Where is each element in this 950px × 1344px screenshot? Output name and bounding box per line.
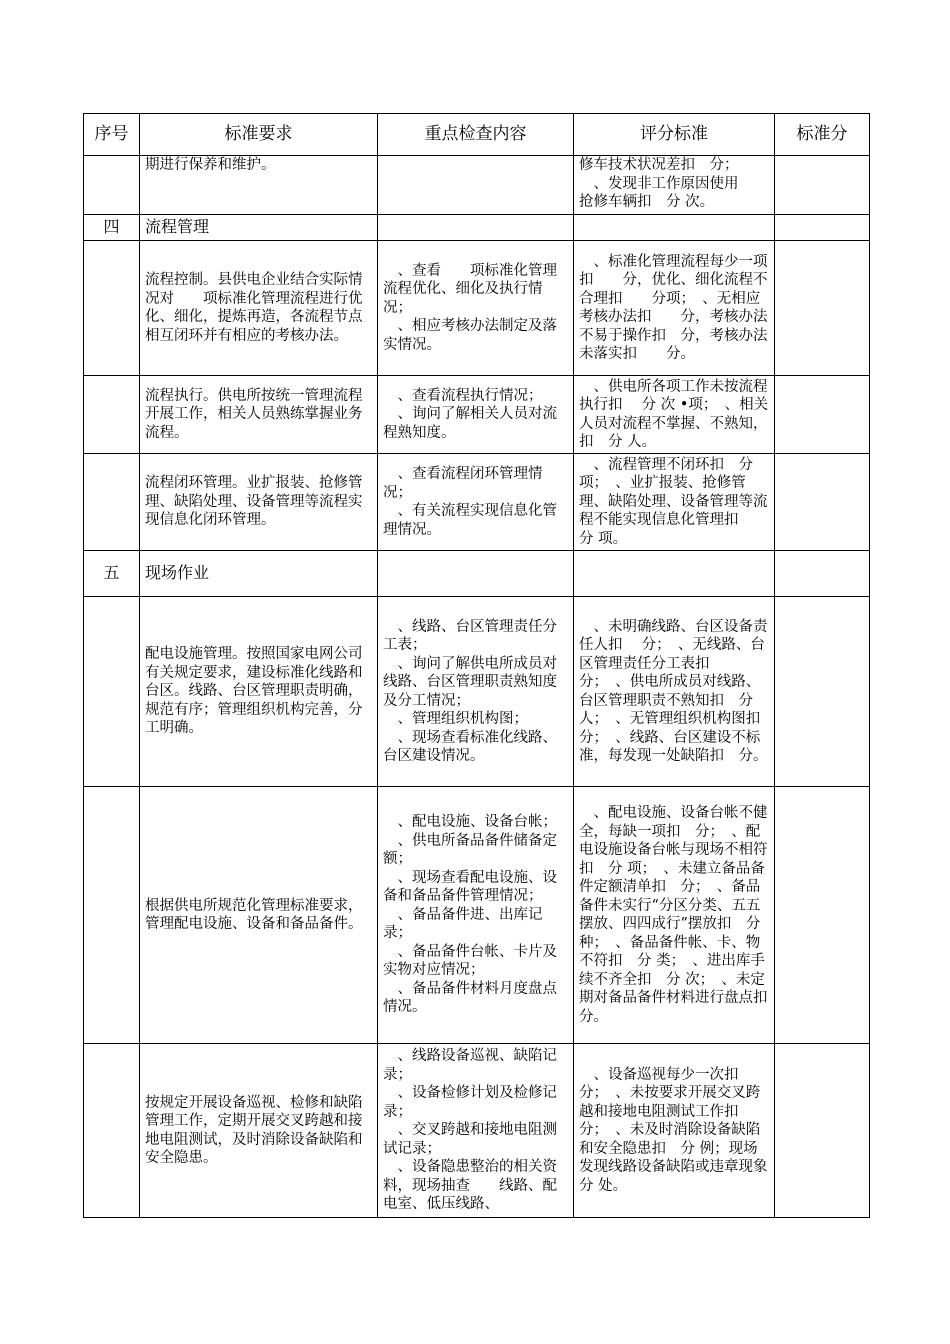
score-cell	[775, 551, 870, 597]
header-seq: 序号	[84, 114, 140, 156]
table-header-row	[84, 114, 870, 156]
requirement-cell: 配电设施管理。按照国家电网公司有关规定要求，建设标准化线路和台区。线路、台区管理职责明确，规范有序；管理组织机构完善，分工明确。	[140, 597, 378, 787]
score-cell	[775, 1044, 870, 1218]
seq-cell: 五	[84, 551, 140, 597]
header-inspection: 重点检查内容	[378, 114, 574, 156]
scoring-item: 、未明确线路、台区设备责任人扣 分； 、无线路、台区管理责任分工表扣 分； 、供电所成员对线路、台区管理职责不熟知扣 分 人； 、无管理组织机构图扣 分； 、线路、台区建设不标准，每发现一处缺陷扣 分。	[579, 618, 775, 764]
requirement-cell: 按规定开展设备巡视、检修和缺陷管理工作，定期开展交叉跨越和接地电阻测试，及时消除设备缺陷和安全隐患。	[140, 1044, 378, 1218]
table-row	[84, 376, 870, 454]
score-cell	[775, 787, 870, 1044]
inspection-item: 、设备检修计划及检修记录；	[383, 1085, 557, 1120]
inspection-item: 、询问了解供电所成员对线路、台区管理职责熟知度及分工情况；	[383, 655, 557, 709]
score-cell	[775, 376, 870, 454]
requirement-cell: 流程执行。供电所按统一管理流程开展工作，相关人员熟练掌握业务流程。	[140, 376, 378, 454]
seq-cell	[84, 597, 140, 787]
requirement-cell: 流程闭环管理。业扩报装、抢修管理、缺陷处理、设备管理等流程实现信息化闭环管理。	[140, 454, 378, 551]
inspection-item: 、现场查看标准化线路、台区建设情况。	[383, 729, 557, 764]
requirement-cell: 流程控制。县供电企业结合实际情况对 项标准化管理流程进行优化、细化，提炼再造，各流程节点相互闭环并有相应的考核办法。	[140, 241, 378, 376]
scoring-cell	[574, 454, 775, 551]
seq-cell	[84, 787, 140, 1044]
scoring-item: 、发现非工作原因使用	[579, 175, 739, 192]
inspection-item: 、现场查看配电设施、设备和备品备件管理情况；	[383, 869, 557, 905]
table-row	[84, 156, 870, 215]
requirement-cell: 期进行保养和维护。	[140, 156, 378, 215]
section-row	[84, 551, 870, 597]
section-row	[84, 215, 870, 241]
inspection-item: 、查看流程执行情况；	[383, 387, 543, 404]
inspection-item: 、管理组织机构图；	[383, 711, 528, 727]
score-cell	[775, 156, 870, 215]
scoring-cell	[574, 156, 775, 215]
table-row	[84, 787, 870, 1044]
inspection-cell	[378, 597, 574, 787]
table-row	[84, 1044, 870, 1218]
inspection-cell	[378, 376, 574, 454]
seq-cell	[84, 1044, 140, 1218]
scoring-item: 、配电设施、设备台帐不健全，每缺一项扣 分； 、配电设施设备台帐与现场不相符扣 分 项； 、未建立备品备件定额清单扣 分； 、备品备件未实行“分区分类、五五摆放、四四成行”摆放扣 分 种； 、备品备件帐、卡、物不符扣 分 类； 、进出库手续不齐全扣 分 次； 、未定期对备品备件材料进行盘点扣 分。	[579, 805, 782, 1025]
score-cell	[775, 454, 870, 551]
inspection-item: 、备品备件台帐、卡片及实物对应情况；	[383, 943, 557, 979]
scoring-item: 、标准化管理流程每少一项扣 分，优化、细化流程不合理扣 分项； 、无相应考核办法扣 分，考核办法不易于操作扣 分，考核办法未落实扣 分。	[579, 253, 768, 362]
scoring-item: 抢修车辆扣 分 次。	[579, 194, 715, 210]
table-row	[84, 454, 870, 551]
scoring-cell	[574, 1044, 782, 1218]
seq-cell	[84, 156, 140, 215]
score-cell	[775, 241, 870, 376]
inspection-cell	[378, 1044, 574, 1218]
inspection-item: 、备品备件进、出库记录；	[383, 906, 543, 942]
inspection-cell	[378, 551, 574, 597]
seq-cell	[84, 454, 140, 551]
header-score: 标准分	[775, 114, 870, 156]
scoring-item: 、流程管理不闭环扣 分 项； 、业扩报装、抢修管理、缺陷处理、设备管理等流程不能实现信息化管理扣 分 项。	[579, 456, 768, 547]
table-row	[84, 241, 870, 376]
inspection-item: 、交叉跨越和接地电阻测试记录；	[383, 1122, 557, 1157]
inspection-item: 、线路、台区管理责任分工表；	[383, 618, 557, 653]
inspection-item: 、供电所备品备件储备定额；	[383, 832, 557, 868]
seq-cell	[84, 376, 140, 454]
seq-cell: 四	[84, 215, 140, 241]
seq-cell	[84, 241, 140, 376]
scoring-cell	[574, 241, 775, 376]
scoring-cell	[574, 376, 775, 454]
scoring-cell	[574, 215, 775, 241]
section-title: 流程管理	[140, 215, 378, 241]
inspection-item: 、设备隐患整治的相关资料，现场抽查 线路、配电室、低压线路、	[383, 1159, 557, 1213]
inspection-item: 、有关流程实现信息化管理情况。	[383, 503, 557, 538]
inspection-cell	[378, 215, 574, 241]
header-requirement: 标准要求	[140, 114, 378, 156]
inspection-cell	[378, 241, 574, 376]
inspection-item: 、询问了解相关人员对流程熟知度。	[383, 406, 557, 441]
scoring-cell	[574, 597, 775, 787]
section-title: 现场作业	[140, 551, 378, 597]
inspection-item: 、备品备件材料月度盘点情况。	[383, 980, 557, 1016]
inspection-item: 、查看 项标准化管理流程优化、细化及执行情况；	[383, 262, 557, 316]
inspection-item: 、线路设备巡视、缺陷记录；	[383, 1048, 557, 1083]
inspection-cell	[378, 787, 574, 1044]
inspection-item: 、查看流程闭环管理情况；	[383, 466, 543, 501]
scoring-cell	[574, 787, 782, 1044]
header-scoring: 评分标准	[574, 114, 775, 156]
scoring-cell	[574, 551, 775, 597]
standards-table	[83, 113, 870, 1218]
inspection-item: 、相应考核办法制定及落实情况。	[383, 318, 557, 353]
score-cell	[775, 215, 870, 241]
requirement-cell: 根据供电所规范化管理标准要求，管理配电设施、设备和备品备件。	[140, 787, 378, 1044]
scoring-item: 、设备巡视每少一次扣 分； 、未按要求开展交叉跨越和接地电阻测试工作扣 分； 、未及时消除设备缺陷和安全隐患扣 分 例；现场发现线路设备缺陷或违章现象 分 处。	[579, 1066, 782, 1194]
score-cell	[775, 597, 870, 787]
scoring-item: 修车技术状况差扣 分；	[579, 157, 739, 173]
inspection-item: 、配电设施、设备台帐；	[383, 814, 557, 831]
scoring-item: 、供电所各项工作未按流程执行扣 分 次 •项； 、相关人员对流程不掌握、不熟知，扣 分 人。	[579, 378, 769, 450]
table-row	[84, 597, 870, 787]
inspection-cell	[378, 454, 574, 551]
inspection-cell	[378, 156, 574, 215]
